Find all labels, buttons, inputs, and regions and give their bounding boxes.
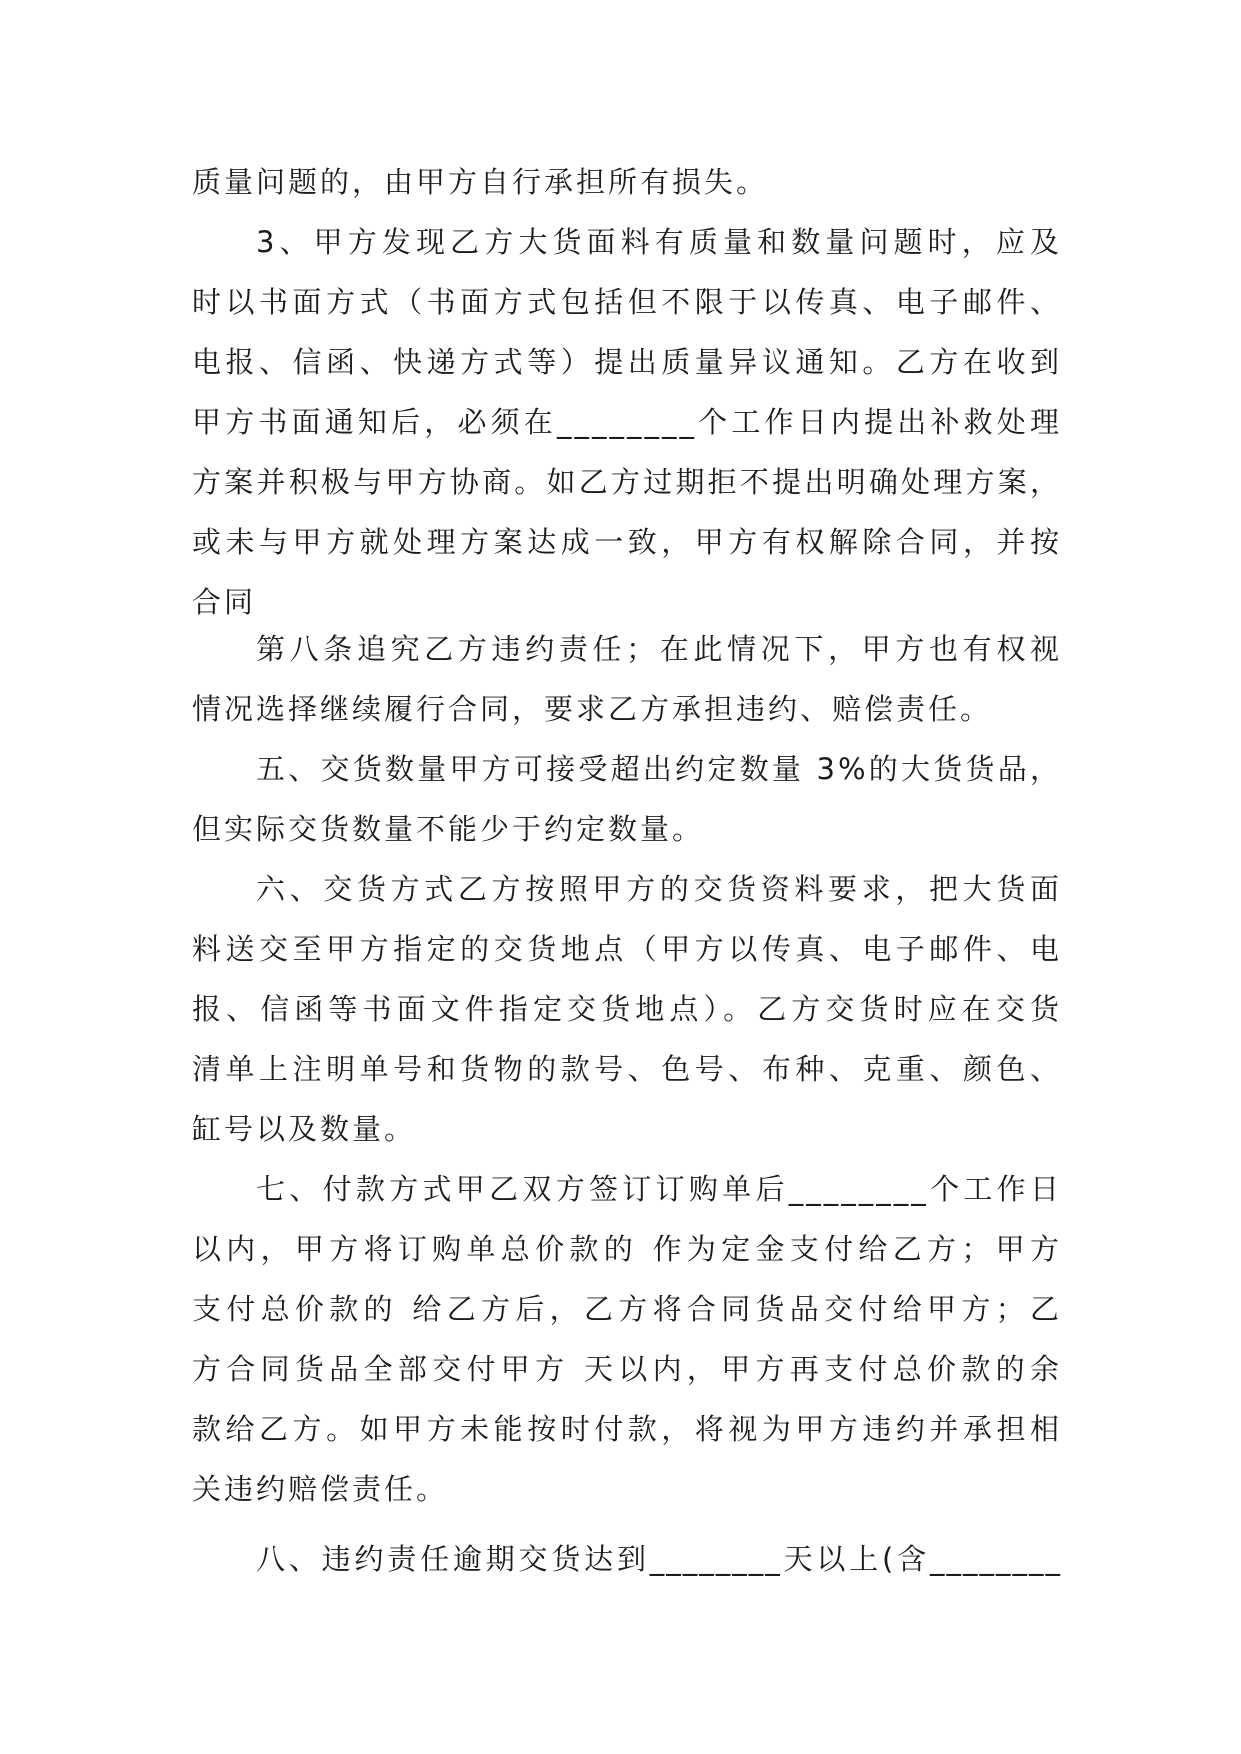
text-line: 款给乙方。如甲方未能按时付款，将视为甲方违约并承担相 [192, 1412, 1062, 1446]
text-line: 但实际交货数量不能少于约定数量。 [192, 812, 705, 846]
text-line: 六、交货方式乙方按照甲方的交货资料要求，把大货面 [256, 872, 1062, 906]
text-line: 方案并积极与甲方协商。如乙方过期拒不提出明确处理方案， [192, 465, 1062, 499]
text-line: 甲方书面通知后，必须在________个工作日内提出补救处理 [192, 405, 1062, 439]
text-line: 缸号以及数量。 [192, 1112, 417, 1146]
text-line: 合同 [192, 585, 257, 619]
text-line: 情况选择继续履行合同，要求乙方承担违约、赔偿责任。 [192, 692, 993, 726]
text-line: 报、信函等书面文件指定交货地点）。乙方交货时应在交货 [192, 992, 1062, 1026]
text-line: 五、交货数量甲方可接受超出约定数量 3%的大货货品， [256, 752, 1062, 786]
text-line: 以内，甲方将订购单总价款的 作为定金支付给乙方；甲方 [192, 1232, 1062, 1266]
text-line: 清单上注明单号和货物的款号、色号、布种、克重、颜色、 [192, 1052, 1062, 1086]
text-line: 第八条追究乙方违约责任；在此情况下，甲方也有权视 [256, 632, 1062, 666]
text-line: 料送交至甲方指定的交货地点（甲方以传真、电子邮件、电 [192, 932, 1062, 966]
text-line: 关违约赔偿责任。 [192, 1472, 449, 1506]
text-line: 支付总价款的 给乙方后，乙方将合同货品交付给甲方；乙 [192, 1292, 1062, 1326]
text-line: 时以书面方式（书面方式包括但不限于以传真、电子邮件、 [192, 285, 1062, 319]
text-line: 七、付款方式甲乙双方签订订购单后________个工作日 [256, 1172, 1062, 1206]
text-line: 或未与甲方就处理方案达成一致，甲方有权解除合同，并按 [192, 525, 1062, 559]
text-line: 质量问题的，由甲方自行承担所有损失。 [192, 165, 769, 199]
text-line: 八、违约责任逾期交货达到________天以上(含________ [256, 1542, 1062, 1576]
text-line: 电报、信函、快递方式等）提出质量异议通知。乙方在收到 [192, 345, 1062, 379]
text-line: 3、甲方发现乙方大货面料有质量和数量问题时，应及 [256, 225, 1062, 259]
text-line: 方合同货品全部交付甲方 天以内，甲方再支付总价款的余 [192, 1352, 1062, 1386]
